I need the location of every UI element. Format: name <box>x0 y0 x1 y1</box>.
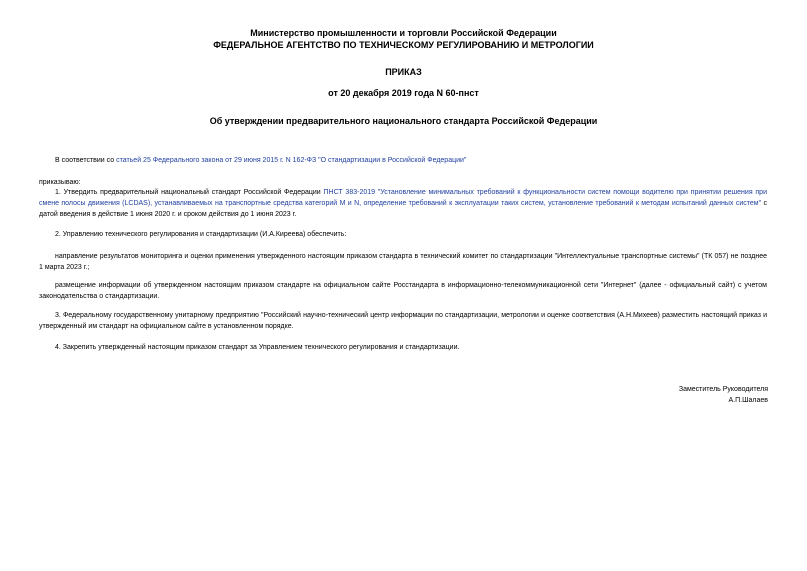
law-link[interactable]: статьей 25 Федерального закона от 29 июня 2015 г. N 162-ФЗ "О стандартизации в Российской Федерации" <box>116 157 467 164</box>
signatory-name: А.П.Шалаев <box>728 397 768 404</box>
item-1-suffix: с датой введения в действие 1 июня 2020 г. и сроком действия до 1 июня 2023 г. <box>39 200 767 218</box>
standard-link[interactable]: ПНСТ 383-2019 "Установление минимальных требований к функциональности систем помощи водителю при принятии решения при смене полосы движения (LCDAS), устанавливаемых на транспортные средства категорий M и N, определение требований к эксплуатации таких систем, установление требований к методам испытаний данных систем" <box>39 189 767 207</box>
item-1-prefix: 1. Утвердить предварительный национальный стандарт Российской Федерации <box>55 189 324 196</box>
signatory-position: Заместитель Руководителя <box>678 386 768 393</box>
order-word: приказываю: <box>39 179 81 186</box>
doc-type-heading: ПРИКАЗ <box>385 67 422 77</box>
ministry-heading: Министерство промышленности и торговли Российской Федерации <box>250 28 557 38</box>
item-4-paragraph: 4. Закрепить утвержденный настоящим приказом стандарт за Управлением технического регулирования и стандартизации. <box>55 344 460 351</box>
date-number-heading: от 20 декабря 2019 года N 60-пнст <box>328 88 479 98</box>
intro-prefix: В соответствии со <box>55 157 117 164</box>
document-title: Об утверждении предварительного национального стандарта Российской Федерации <box>209 116 598 126</box>
item-2-paragraph: 2. Управлению технического регулирования и стандартизации (И.А.Киреева) обеспечить: <box>55 231 347 238</box>
item-2b-paragraph: размещение информации об утвержденном настоящим приказом стандарте на официальном сайте Росстандарта в информационно-телекоммуникационной сети "Интернет" (далее - официальный сайт) с учетом законодательства о стандартизации. <box>39 282 767 300</box>
agency-heading: ФЕДЕРАЛЬНОЕ АГЕНТСТВО ПО ТЕХНИЧЕСКОМУ РЕГУЛИРОВАНИЮ И МЕТРОЛОГИИ <box>213 40 594 50</box>
item-2a-paragraph: направление результатов мониторинга и оценки применения утвержденного настоящим приказом стандарта в технический комитет по стандартизации "Интеллектуальные транспортные системы" (ТК 057) не позднее 1 марта 2023 г.; <box>39 253 767 271</box>
intro-paragraph <box>55 155 466 166</box>
item-3-paragraph: 3. Федеральному государственному унитарному предприятию "Российский научно-технический центр информации по стандартизации, метрологии и оценке соответствия (А.Н.Михеев) разместить настоящий приказ и утвержденный им стандарт на официальном сайте в установленном порядке. <box>39 312 767 330</box>
item-1-paragraph <box>39 187 767 220</box>
